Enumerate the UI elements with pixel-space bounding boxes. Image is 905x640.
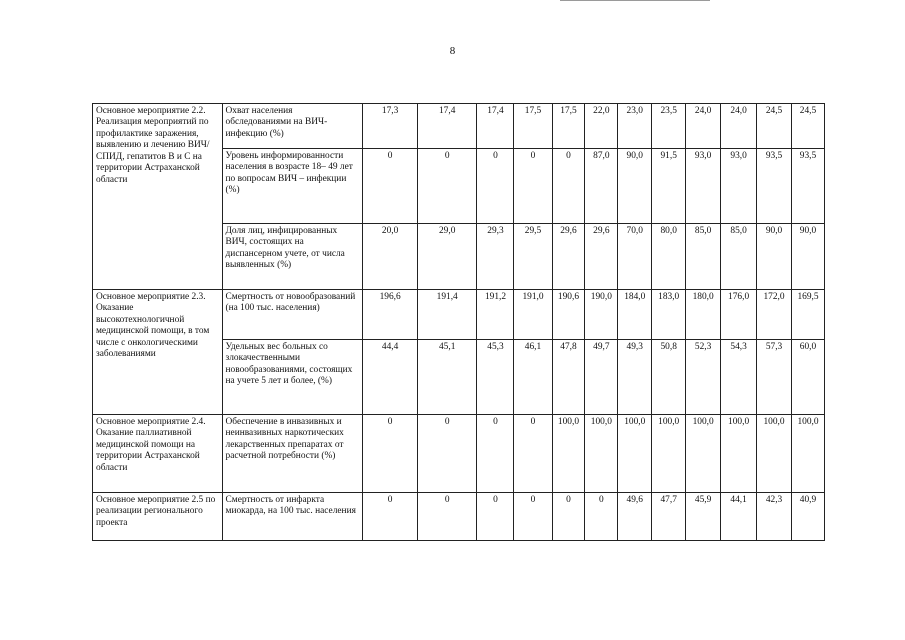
value-cell: 0 [514, 149, 552, 224]
value-cell: 100,0 [686, 415, 721, 493]
table-row [93, 493, 825, 541]
value-cell: 17,3 [363, 104, 417, 149]
value-cell: 93,5 [792, 149, 825, 224]
indicator-cell: Доля лиц, инфицированных ВИЧ, состоящих на диспансерном учете, от числа выявленных (%) [222, 224, 363, 290]
value-cell: 57,3 [757, 340, 792, 415]
value-cell: 190,6 [552, 290, 585, 340]
value-cell: 100,0 [618, 415, 652, 493]
value-cell: 44,4 [363, 340, 417, 415]
value-cell: 91,5 [652, 149, 686, 224]
value-cell: 0 [363, 493, 417, 541]
value-cell: 93,0 [721, 149, 757, 224]
value-cell: 45,1 [417, 340, 477, 415]
value-cell: 191,4 [417, 290, 477, 340]
indicator-cell: Обеспечение в инвазивных и неинвазивных наркотических лекарственных препаратах от расчетной потребности (%) [222, 415, 363, 493]
value-cell: 17,5 [552, 104, 585, 149]
indicator-cell: Удельных вес больных со злокачественными новообразованиями, состоящих на учете 5 лет и более, (%) [222, 340, 363, 415]
value-cell: 0 [585, 493, 618, 541]
value-cell: 100,0 [721, 415, 757, 493]
value-cell: 29,3 [477, 224, 514, 290]
value-cell: 45,9 [686, 493, 721, 541]
value-cell: 0 [417, 149, 477, 224]
table-row [93, 290, 825, 340]
activity-cell: Основное мероприятие 2.5 по реализации регионального проекта [93, 493, 223, 541]
value-cell: 0 [477, 415, 514, 493]
value-cell: 49,6 [618, 493, 652, 541]
value-cell: 191,0 [514, 290, 552, 340]
value-cell: 0 [477, 493, 514, 541]
value-cell: 0 [552, 493, 585, 541]
value-cell: 49,7 [585, 340, 618, 415]
value-cell: 24,0 [721, 104, 757, 149]
activity-cell: Основное мероприятие 2.3. Оказание высокотехнологичной медицинской помощи, в том числе с онкологическими заболеваниями [93, 290, 223, 415]
value-cell: 183,0 [652, 290, 686, 340]
indicator-cell: Смертность от новообразований (на 100 тыс. населения) [222, 290, 363, 340]
value-cell: 196,6 [363, 290, 417, 340]
value-cell: 60,0 [792, 340, 825, 415]
value-cell: 190,0 [585, 290, 618, 340]
value-cell: 47,8 [552, 340, 585, 415]
value-cell: 0 [363, 415, 417, 493]
indicator-cell: Уровень информированности населения в возрасте 18– 49 лет по вопросам ВИЧ – инфекции (%) [222, 149, 363, 224]
value-cell: 24,5 [757, 104, 792, 149]
value-cell: 20,0 [363, 224, 417, 290]
value-cell: 42,3 [757, 493, 792, 541]
value-cell: 90,0 [757, 224, 792, 290]
value-cell: 29,6 [552, 224, 585, 290]
value-cell: 23,5 [652, 104, 686, 149]
value-cell: 24,0 [686, 104, 721, 149]
value-cell: 17,4 [417, 104, 477, 149]
value-cell: 100,0 [585, 415, 618, 493]
value-cell: 85,0 [721, 224, 757, 290]
activity-cell: Основное мероприятие 2.2. Реализация мероприятий по профилактике заражения, выявлению и лечению ВИЧ/СПИД, гепатитов В и С на территории Астраханской области [93, 104, 223, 290]
activity-cell: Основное мероприятие 2.4. Оказание паллиативной медицинской помощи на территории Астраханской области [93, 415, 223, 493]
value-cell: 50,8 [652, 340, 686, 415]
table-row [93, 415, 825, 493]
value-cell: 80,0 [652, 224, 686, 290]
value-cell: 169,5 [792, 290, 825, 340]
indicators-table [92, 103, 825, 541]
value-cell: 54,3 [721, 340, 757, 415]
page-number: 8 [449, 45, 456, 57]
value-cell: 29,5 [514, 224, 552, 290]
indicator-cell: Смертность от инфаркта миокарда, на 100 тыс. населения [222, 493, 363, 541]
value-cell: 180,0 [686, 290, 721, 340]
value-cell: 100,0 [792, 415, 825, 493]
value-cell: 24,5 [792, 104, 825, 149]
indicator-cell: Охват населения обследованиями на ВИЧ-инфекцию (%) [222, 104, 363, 149]
value-cell: 191,2 [477, 290, 514, 340]
value-cell: 0 [417, 493, 477, 541]
top-rule-line [560, 0, 710, 1]
value-cell: 23,0 [618, 104, 652, 149]
value-cell: 0 [477, 149, 514, 224]
value-cell: 0 [417, 415, 477, 493]
value-cell: 0 [514, 415, 552, 493]
value-cell: 22,0 [585, 104, 618, 149]
value-cell: 100,0 [652, 415, 686, 493]
value-cell: 17,4 [477, 104, 514, 149]
value-cell: 100,0 [552, 415, 585, 493]
value-cell: 176,0 [721, 290, 757, 340]
value-cell: 0 [552, 149, 585, 224]
value-cell: 45,3 [477, 340, 514, 415]
value-cell: 93,5 [757, 149, 792, 224]
value-cell: 47,7 [652, 493, 686, 541]
value-cell: 90,0 [792, 224, 825, 290]
value-cell: 93,0 [686, 149, 721, 224]
value-cell: 90,0 [618, 149, 652, 224]
value-cell: 44,1 [721, 493, 757, 541]
value-cell: 0 [514, 493, 552, 541]
value-cell: 40,9 [792, 493, 825, 541]
value-cell: 100,0 [757, 415, 792, 493]
value-cell: 70,0 [618, 224, 652, 290]
table-row [93, 104, 825, 149]
value-cell: 0 [363, 149, 417, 224]
value-cell: 17,5 [514, 104, 552, 149]
value-cell: 52,3 [686, 340, 721, 415]
value-cell: 85,0 [686, 224, 721, 290]
value-cell: 46,1 [514, 340, 552, 415]
value-cell: 184,0 [618, 290, 652, 340]
value-cell: 49,3 [618, 340, 652, 415]
value-cell: 29,0 [417, 224, 477, 290]
value-cell: 29,6 [585, 224, 618, 290]
value-cell: 172,0 [757, 290, 792, 340]
value-cell: 87,0 [585, 149, 618, 224]
